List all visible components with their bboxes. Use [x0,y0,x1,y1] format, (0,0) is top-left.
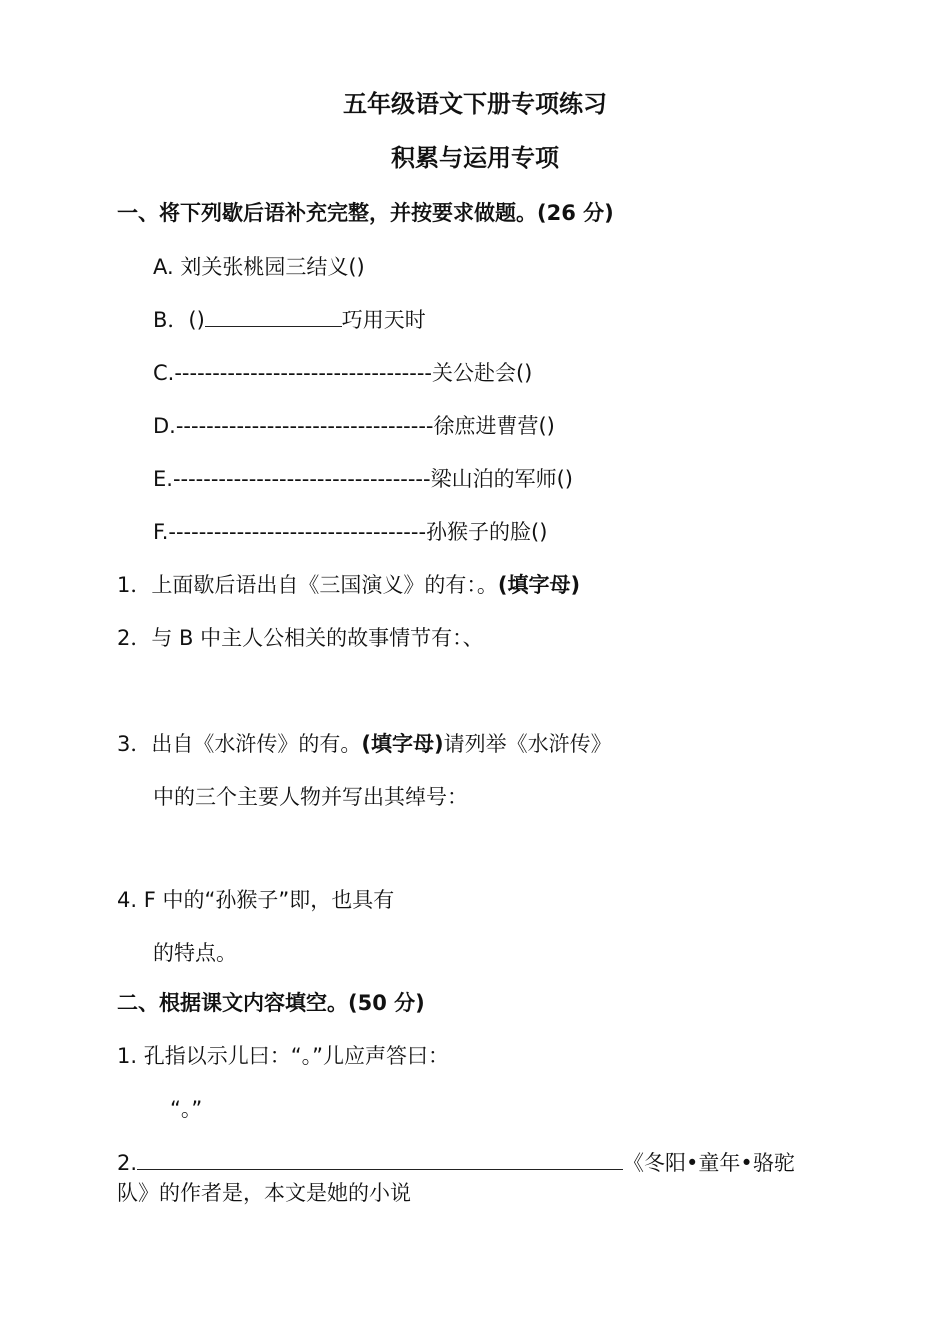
question-3-hint: (填字母) [361,732,444,756]
idiom-item-e: E.----------------------------------梁山泊的军师() [153,467,573,491]
page-subtitle: 积累与运用专项 [391,144,559,172]
section2-question-2-suffix: 《冬阳•童年•骆驼 [623,1151,795,1175]
page-title: 五年级语文下册专项练习 [343,90,607,118]
question-1-text: 1．上面歇后语出自《三国演义》的有：。 [117,573,498,597]
question-1-hint: (填字母) [497,573,581,597]
idiom-item-d: D.----------------------------------徐庶进曹营() [153,414,555,438]
section2-question-1: 1. 孔指以示儿曰：“。”儿应声答曰： [117,1044,449,1068]
answer-blank-line [205,308,342,327]
question-2: 2．与 B 中主人公相关的故事情节有：、 [117,626,484,650]
idiom-item-b [153,307,426,333]
section2-question-1-line2: “。” [170,1097,203,1121]
question-1 [117,572,580,598]
section2-question-2 [117,1150,795,1176]
answer-blank-line [137,1151,623,1170]
question-3 [117,731,612,757]
question-3-line2: 中的三个主要人物并写出其绰号： [153,785,468,809]
question-3-prefix: 3．出自《水浒传》的有。 [117,732,362,756]
question-4: 4. F 中的“孙猴子”即，也具有 [117,888,395,912]
idiom-item-f: F.----------------------------------孙猴子的脸() [153,520,548,544]
idiom-item-b-label: B．() [153,308,205,332]
idiom-item-a: A. 刘关张桃园三结义() [153,255,365,279]
section2-heading: 二、根据课文内容填空。(50 分) [117,991,425,1015]
section1-heading: 一、将下列歇后语补充完整，并按要求做题。(26 分) [117,201,614,225]
question-3-suffix: 请列举《水浒传》 [443,732,612,756]
idiom-item-c: C.----------------------------------关公赴会() [153,361,533,385]
question-4-line2: 的特点。 [153,941,237,965]
section2-question-2-line2: 队》的作者是，本文是她的小说 [117,1181,411,1205]
idiom-item-b-text: 巧用天时 [341,308,426,332]
section2-question-2-number: 2. [117,1151,138,1175]
